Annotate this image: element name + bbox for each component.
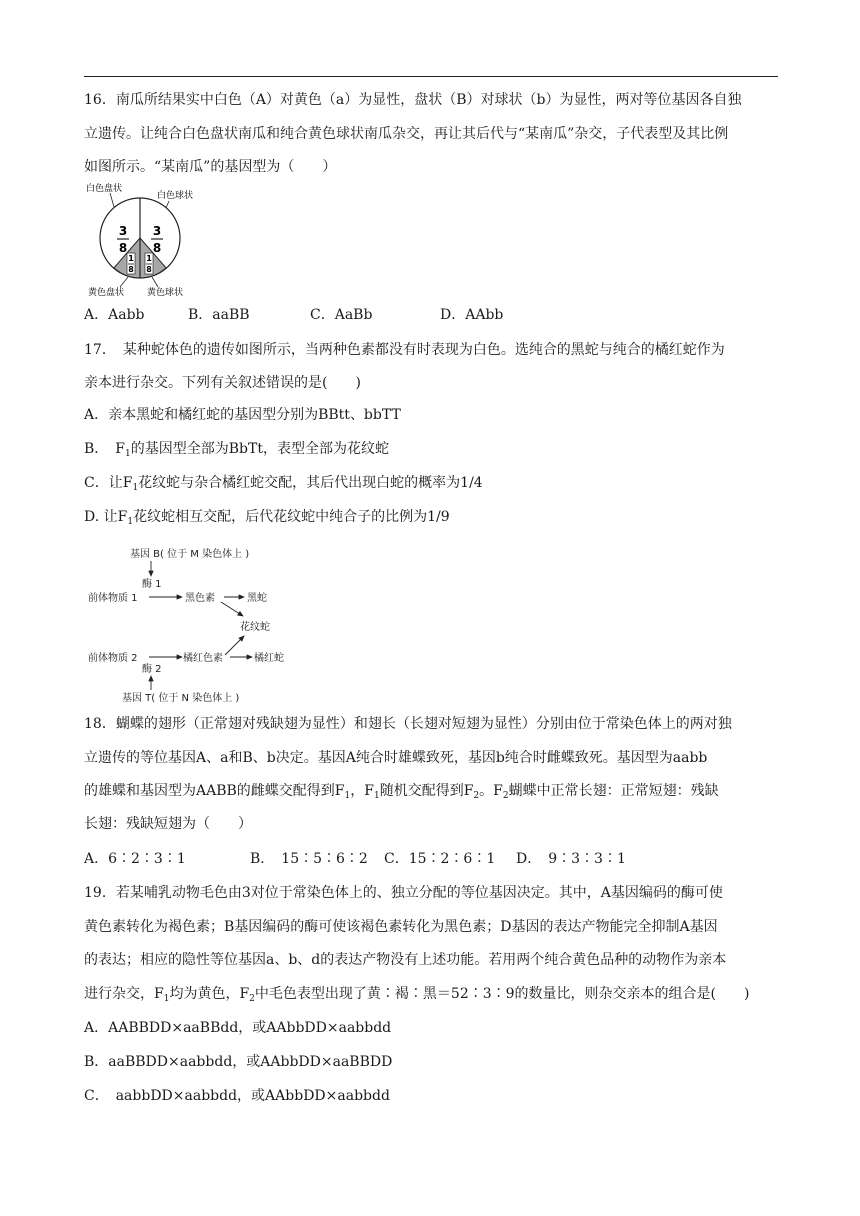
pie-label-white-sphere: 白色球状 xyxy=(157,191,194,201)
pie-frac-num-4: 1 xyxy=(146,254,152,263)
pie-frac-den-2: 8 xyxy=(152,241,162,255)
black-snake-label: 黑蛇 xyxy=(247,593,267,604)
q16-line-1: 16．南瓜所结果实中白色（A）对黄色（a）为显性，盘状（B）对球状（b）为显性，两对等位基因各自独 xyxy=(84,92,742,108)
q17-line-2: 亲本进行杂交。下列有关叙述错误的是( ) xyxy=(84,375,361,391)
q19-option-c[interactable]: C． aabbDD×aabbdd，或AAbbDD×aabbdd xyxy=(84,1088,390,1104)
q16-line-3: 如图所示。“某南瓜”的基因型为（ ） xyxy=(84,159,337,175)
q19-option-a[interactable]: A．AABBDD×aaBBdd，或AAbbDD×aabbdd xyxy=(84,1020,392,1036)
q17-pathway-diagram xyxy=(84,542,324,704)
pie-label-yellow-disc: 黄色盘状 xyxy=(88,288,125,298)
enzyme-2-label: 酶 2 xyxy=(142,664,162,675)
pie-label-yellow-sphere: 黄色球状 xyxy=(147,288,184,298)
q16-option-a[interactable]: A．Aabb xyxy=(84,307,145,323)
pie-frac-num-1: 3 xyxy=(118,224,128,238)
q17-option-d[interactable]: D. 让$F_1$花纹蛇相互交配，后代花纹蛇中纯合子的比例为1/9 xyxy=(84,509,450,527)
orange-pigment-label: 橘红色素 xyxy=(183,653,223,664)
q16-option-c[interactable]: C．AaBb xyxy=(310,307,373,323)
q18-line-1: 18．蝴蝶的翅形（正常翅对残缺翅为显性）和翅长（长翅对短翅为显性）分别由位于常染色体上的两对独 xyxy=(84,716,732,732)
q16-option-d[interactable]: D．AAbb xyxy=(440,307,504,323)
pie-frac-den-1: 8 xyxy=(118,241,128,255)
q18-option-d[interactable]: D． 9∶3∶3∶1 xyxy=(516,851,626,867)
pie-frac-den-3: 8 xyxy=(128,265,134,274)
q19-line-1: 19．若某哺乳动物毛色由3对位于常染色体上的、独立分配的等位基因决定。其中，A基因编码的酶可使 xyxy=(84,885,723,901)
q19-line-2: 黄色素转化为褐色素；B基因编码的酶可使该褐色素转化为黑色素；D基因的表达产物能完全抑制A基因 xyxy=(84,919,718,935)
q18-line-2: 立遗传的等位基因A、a和B、b决定。基因A纯合时雄蝶致死，基因b纯合时雌蝶致死。基因型为aabb xyxy=(84,750,708,766)
pie-label-white-disc: 白色盘状 xyxy=(86,184,123,194)
q16-option-b[interactable]: B．aaBB xyxy=(188,307,250,323)
q16-line-2: 立遗传。让纯合白色盘状南瓜和纯合黄色球状南瓜杂交，再让其后代与“某南瓜”杂交，子代表型及其比例 xyxy=(84,126,729,142)
q19-line-4: 进行杂交，$F_1$均为黄色，$F_2$中毛色表型出现了黄∶褐∶黑＝52∶3∶9的数量比，则杂交亲本的组合是( ) xyxy=(84,986,750,1004)
q19-option-b[interactable]: B．aaBBDD×aabbdd，或AAbbDD×aaBBDD xyxy=(84,1054,393,1070)
gene-b-label: 基因 B( 位于 M 染色体上 ) xyxy=(130,549,250,560)
q18-option-b[interactable]: B． 15∶5∶6∶2 xyxy=(250,851,368,867)
q18-line-3: 的雄蝶和基因型为AABB的雌蝶交配得到$F_1$，$F_1$随机交配得到$F_2$。$F_2$蝴蝶中正常长翅：正常短翅：残缺 xyxy=(84,783,719,801)
q19-line-3: 的表达；相应的隐性等位基因a、b、d的表达产物没有上述功能。若用两个纯合黄色品种的动物作为亲本 xyxy=(84,952,727,968)
pattern-snake-label: 花纹蛇 xyxy=(240,622,270,633)
gene-t-label: 基因 T( 位于 N 染色体上 ) xyxy=(122,693,240,704)
enzyme-1-label: 酶 1 xyxy=(142,579,162,590)
q16-pie-chart xyxy=(84,181,214,301)
header-rule xyxy=(84,76,778,77)
q17-option-a[interactable]: A．亲本黑蛇和橘红蛇的基因型分别为BBtt、bbTT xyxy=(84,407,401,423)
q17-option-c[interactable]: C．让$F_1$花纹蛇与杂合橘红蛇交配，其后代出现白蛇的概率为1/4 xyxy=(84,475,483,493)
q18-line-4: 长翅：残缺短翅为（ ） xyxy=(84,816,252,832)
pie-frac-num-3: 1 xyxy=(128,254,134,263)
pie-frac-num-2: 3 xyxy=(152,224,162,238)
precursor-1-label: 前体物质 1 xyxy=(88,593,138,604)
q17-line-1: 17． 某种蛇体色的遗传如图所示，当两种色素都没有时表现为白色。选纯合的黑蛇与纯合的橘红蛇作为 xyxy=(84,342,725,358)
precursor-2-label: 前体物质 2 xyxy=(88,653,138,664)
melanin-label: 黑色素 xyxy=(185,593,215,604)
pie-frac-den-4: 8 xyxy=(146,265,152,274)
orange-snake-label: 橘红蛇 xyxy=(254,653,284,664)
q18-option-c[interactable]: C．15∶2∶6∶1 xyxy=(384,851,496,867)
q17-option-b[interactable]: B． $F_1$的基因型全部为BbTt，表型全部为花纹蛇 xyxy=(84,441,389,459)
q18-option-a[interactable]: A．6∶2∶3∶1 xyxy=(84,851,186,867)
